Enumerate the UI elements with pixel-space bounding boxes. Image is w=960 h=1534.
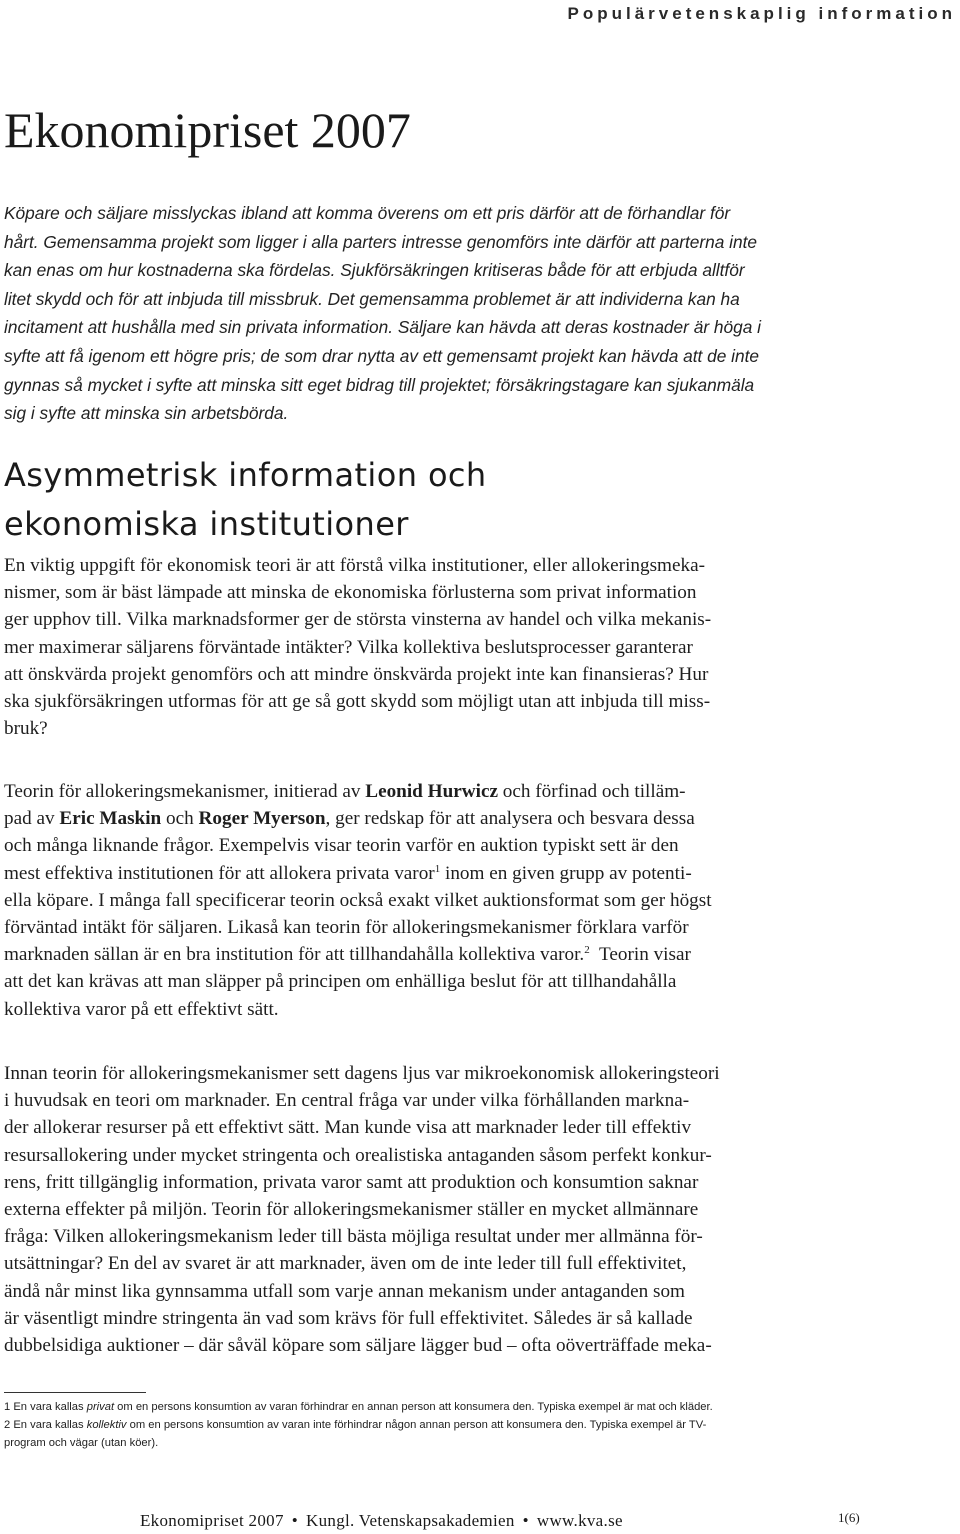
footnote-ref-1[interactable]: 1 [434,862,441,875]
footnote-2-continued: program och vägar (utan köer). [4,1437,159,1449]
text-line [4,941,838,968]
text-line: mer maximerar säljarens förväntade intäkter? Vilka kollektiva beslutsprocesser garanterar [4,636,693,658]
lead-paragraph [4,199,844,428]
text-run: mest effektiva institutionen för att allokera privata varor [4,862,435,884]
text-line: fråga: Vilken allokeringsmekanism leder till bästa möjliga resultat under mer allmänna för- [4,1226,703,1248]
text-line: der allokerar resurser på ett effektivt sätt. Man kunde visa att marknader leder till effektiv [4,1117,692,1139]
page-footer [140,1511,623,1531]
text-line: är väsentligt mindre stringenta än vad som krävs för full effektivitet. Således är så kallade [4,1307,693,1329]
text-line: resursallokering under mycket stringenta och orealistiska antaganden såsom perfekt konkur- [4,1144,712,1166]
lead-line: gynnas så mycket i syfte att minska sitt eget bidrag till projektet; försäkringstagare kan sjukanmäla [4,374,755,395]
footer-organization: Kungl. Vetenskapsakademien [306,1511,515,1530]
text-run: pad av [4,808,60,830]
lead-line: hårt. Gemensamma projekt som ligger i alla parters intresse genomförs inte därför att parterna inte [4,231,758,252]
text-line: En viktig uppgift för ekonomisk teori är att förstå vilka institutioner, eller allokeringsmeka- [4,555,705,576]
body-paragraph-1 [4,552,838,742]
text-line: att det kan krävas att man släpper på principen om enhälliga beslut för att tillhandahålla [4,971,677,993]
footer-website-link[interactable]: www.kva.se [536,1511,623,1530]
footnotes [4,1398,854,1452]
emphasis: privat [86,1401,115,1413]
lead-line: sig i syfte att minska sin arbetsbörda. [4,403,289,424]
text-line: och många liknande frågor. Exempelvis visar teorin varför en auktion typiskt sett är den [4,835,679,857]
laureate-name-myerson: Roger Myerson [198,808,326,830]
text-line: utsättningar? En del av svaret är att marknader, även om de inte leder till full effektivitet, [4,1253,687,1275]
text-line: ella köpare. I många fall specificerar teorin också exakt vilket auktionsformat som ger högst [4,889,712,911]
text-line: ska sjukförsäkringen utformas för att ge så gott skydd som möjligt utan att inbjuda till miss- [4,691,711,713]
text-run: Teorin för allokeringsmekanismer, initierad av [4,781,366,802]
text-line: bruk? [4,718,48,740]
text-line: i huvudsak en teori om marknader. En central fråga var under vilka förhållanden markna- [4,1090,690,1112]
lead-line: syfte att få igenom ett högre pris; de som drar nytta av ett gemensamt projekt kan hävda att de inte [4,345,760,366]
lead-line: incitament att hushålla med sin privata information. Säljare kan hävda att deras kostnader är höga i [4,317,761,338]
text-run: , ger redskap för att analysera och besvara dessa [325,808,695,830]
footnote-divider [4,1392,146,1393]
text-line: att önskvärda projekt genomförs och att mindre önskvärda projekt inte kan finansieras? Hur [4,663,709,685]
text-run: Teorin visar [589,944,691,966]
footer-publication: Ekonomipriset 2007 [140,1511,284,1530]
lead-line: litet skydd och för att inbjuda till missbruk. Det gemensamma problemet är att individerna kan ha [4,288,740,309]
text-run: och förfinad och tilläm- [497,781,686,802]
text-run: En vara kallas [10,1401,87,1413]
footnote-number: 2 [4,1419,11,1431]
body-paragraph-2 [4,778,838,1023]
footnote-1 [4,1398,854,1416]
page-title: Ekonomipriset 2007 [4,102,411,158]
text-run: En vara kallas [10,1419,87,1431]
text-line: ger upphov till. Vilka marknadsformer ger de största vinsterna av handel och vilka mekanis- [4,609,712,631]
text-line [4,805,838,832]
body-paragraph-3 [4,1060,838,1359]
text-line: dubbelsidiga auktioner – där såväl köpare som säljare lägger bud – ofta oöverträffade meka- [4,1335,712,1357]
text-line [4,860,838,887]
text-line: externa effekter på miljön. Teorin för allokeringsmekanismer ställer en mycket allmännare [4,1199,699,1221]
section-heading-line: ekonomiska institutioner [4,505,409,543]
text-run: och [161,808,199,830]
running-head: Populärvetenskaplig information [567,4,956,23]
text-line: rens, fritt tillgänglig information, privata varor samt att produktion och konsumtion saknar [4,1171,699,1193]
footer-bullet: • [291,1511,299,1530]
section-heading [4,451,487,549]
emphasis: kollektiv [86,1419,127,1431]
text-run: marknaden sällan är en bra institution för att tillhandahålla kollektiva varor. [4,944,585,966]
text-run: om en persons konsumtion av varan förhindrar en annan person att konsumera den. Typiska exempel är mat och kläder. [114,1401,713,1413]
text-line: Innan teorin för allokeringsmekanismer sett dagens ljus var mikroekonomisk allokeringsteori [4,1063,720,1084]
footnote-number: 1 [4,1401,11,1413]
text-line [4,778,838,805]
text-line: förväntad intäkt för säljaren. Likaså kan teorin för allokeringsmekanismer förklara varför [4,917,689,939]
footnote-ref-2[interactable]: 2 [584,944,590,957]
text-line: kollektiva varor på ett effektivt sätt. [4,998,279,1020]
lead-line: Köpare och säljare misslyckas ibland att komma överens om ett pris därför att de förhandlar för [4,203,731,223]
laureate-name-hurwicz: Leonid Hurwicz [365,781,498,802]
laureate-name-maskin: Eric Maskin [59,808,162,830]
footnote-2 [4,1416,854,1434]
lead-line: kan enas om hur kostnaderna ska fördelas. Sjukförsäkringen kritiseras både för att erbjuda alltför [4,260,745,281]
text-line: ändå når minst lika gynnsamma utfall som varje annan mekanism under antaganden som [4,1280,685,1302]
text-run: om en persons konsumtion av varan inte förhindrar någon annan person att konsumera den. Typiska exempel är TV- [126,1419,707,1431]
footer-bullet: • [522,1511,529,1530]
text-run: inom en given grupp av potenti- [440,862,692,884]
section-heading-line: Asymmetrisk information och [4,456,487,494]
text-line: nismer, som är bäst lämpade att minska de ekonomiska förlusterna som privat information [4,582,697,604]
page-number: 1(6) [838,1510,860,1525]
